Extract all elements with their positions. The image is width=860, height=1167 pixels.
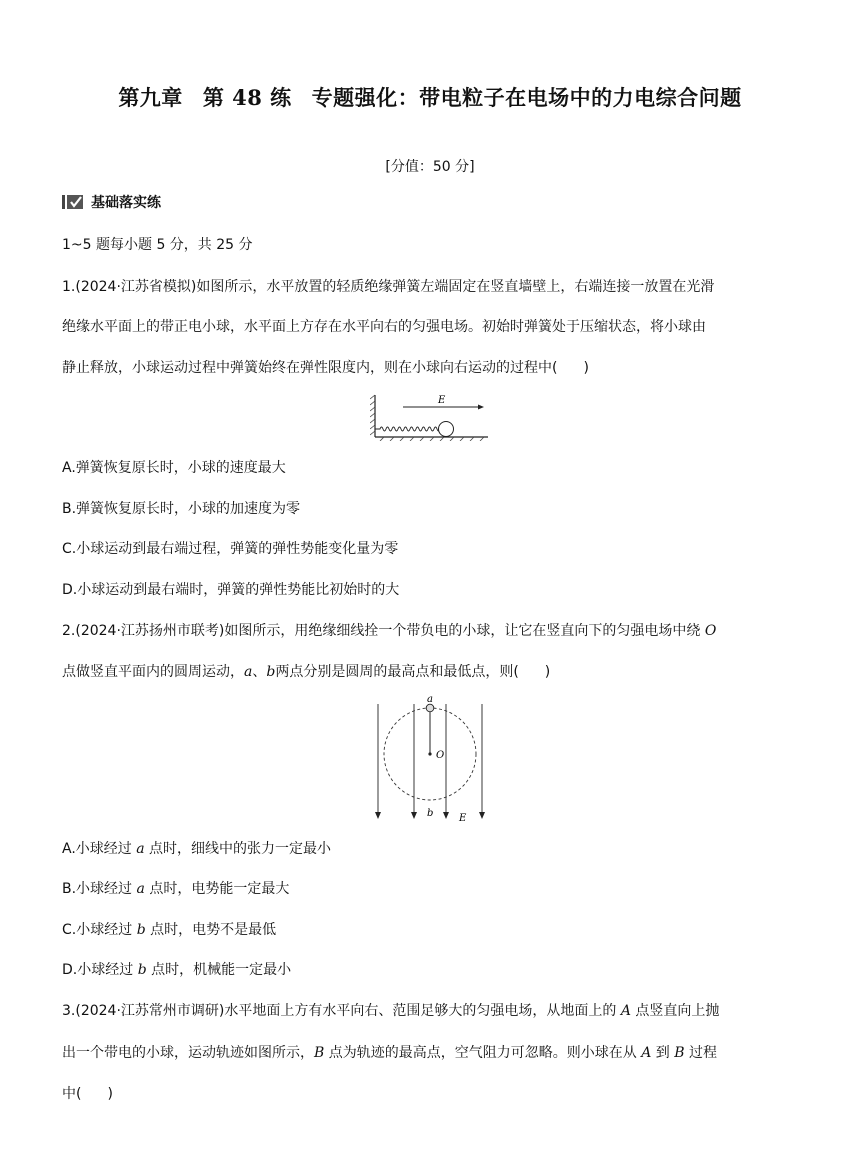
q3-line-3 <box>62 1083 113 1103</box>
q2-option-b-post: 点时，电势能一定最大 <box>149 881 290 897</box>
q2-option-c-var: b <box>136 922 146 938</box>
var-a: a <box>244 664 253 680</box>
q1-line-3-text: 静止释放，小球运动过程中弹簧始终在弹性限度内，则在小球向右运动的过程中( <box>62 360 558 376</box>
q3-line-1-text-b: 点竖直向上抛 <box>635 1003 720 1019</box>
q2-figure-circle <box>366 694 494 826</box>
label-o: O <box>436 750 445 761</box>
chapter-label: 第九章 <box>118 85 183 110</box>
spring-coil <box>375 427 440 431</box>
score-label: [分值：50 分] <box>385 159 475 175</box>
q2-option-a <box>62 838 331 858</box>
var-b-point-2: B <box>674 1045 685 1061</box>
q2-option-c-post: 点时，电势不是最低 <box>150 922 277 938</box>
page-title <box>0 82 860 112</box>
exercise-label: 第 48 练 <box>202 85 292 110</box>
q1-option-d: D.小球运动到最右端时，弹簧的弹性势能比初始时的大 <box>62 582 400 598</box>
field-label-e: E <box>438 395 446 406</box>
var-a-point: A <box>620 1003 631 1019</box>
q2-line-2-text-a: 点做竖直平面内的圆周运动， <box>62 664 244 680</box>
q2-option-b <box>62 878 289 898</box>
q3-line-2-text-d: 过程 <box>688 1045 717 1061</box>
q1-line-3 <box>62 357 589 377</box>
q2-line-2-close: ) <box>544 664 551 680</box>
q1-line-2: 绝缘水平面上的带正电小球，水平面上方存在水平向右的匀强电场。初始时弹簧处于压缩状态，将小球由 <box>62 319 706 335</box>
var-b: b <box>266 664 276 680</box>
q2-line-2-text-b: 、 <box>252 664 267 680</box>
q2-option-c-pre: C.小球经过 <box>62 922 133 938</box>
section-header <box>62 192 161 212</box>
var-o: O <box>704 623 717 639</box>
q2-line-1-text: 2.(2024·江苏扬州市联考)如图所示，用绝缘细线拴一个带负电的小球，让它在竖直向下的匀强电场中绕 <box>62 623 701 639</box>
q2-option-d <box>62 959 291 979</box>
label-b: b <box>427 808 434 819</box>
q2-option-b-pre: B.小球经过 <box>62 881 133 897</box>
q2-option-b-var: a <box>136 881 145 897</box>
label-a: a <box>427 694 433 705</box>
q1-option-c: C.小球运动到最右端过程，弹簧的弹性势能变化量为零 <box>62 541 399 557</box>
q1-line-1: 1.(2024·江苏省模拟)如图所示，水平放置的轻质绝缘弹簧左端固定在竖直墙壁上，右端连接一放置在光滑 <box>62 279 715 295</box>
q2-option-a-pre: A.小球经过 <box>62 841 132 857</box>
charged-ball <box>426 704 434 712</box>
check-box-icon <box>67 195 83 209</box>
q2-option-d-post: 点时，机械能一定最小 <box>151 962 292 978</box>
var-b-point: B <box>314 1045 325 1061</box>
label-e: E <box>459 813 467 824</box>
q2-line-2 <box>62 661 550 681</box>
center-point <box>428 752 431 755</box>
q2-option-d-var: b <box>137 962 147 978</box>
q1-line-3-close: ) <box>583 360 589 376</box>
q3-line-1 <box>62 1000 719 1020</box>
instruction-text: 1~5 题每小题 5 分，共 25 分 <box>62 237 253 253</box>
q3-line-2-text-a: 出一个带电的小球，运动轨迹如图所示， <box>62 1045 314 1061</box>
q1-figure-spring <box>370 393 492 441</box>
q1-option-b: B.弹簧恢复原长时，小球的加速度为零 <box>62 501 301 517</box>
q2-option-a-post: 点时，细线中的张力一定最小 <box>149 841 332 857</box>
q1-option-a: A.弹簧恢复原长时，小球的速度最大 <box>62 460 286 476</box>
q2-option-c <box>62 919 276 939</box>
section-bar <box>62 195 65 209</box>
q3-line-3-close: ) <box>107 1086 113 1102</box>
charged-ball <box>439 422 454 437</box>
q2-line-2-text-c: 两点分别是圆周的最高点和最低点，则( <box>275 664 519 680</box>
topic-label: 专题强化：带电粒子在电场中的力电综合问题 <box>311 85 742 110</box>
q3-line-2-text-b: 点为轨迹的最高点，空气阻力可忽略。则小球在从 <box>328 1045 637 1061</box>
var-a-point-2: A <box>641 1045 652 1061</box>
q3-line-2 <box>62 1042 717 1062</box>
section-label: 基础落实练 <box>91 195 161 211</box>
q2-option-a-var: a <box>136 841 145 857</box>
q2-option-d-pre: D.小球经过 <box>62 962 134 978</box>
q3-line-1-text-a: 3.(2024·江苏常州市调研)水平地面上方有水平向右、范围足够大的匀强电场，从地面上的 <box>62 1003 617 1019</box>
q2-line-1 <box>62 620 716 640</box>
q3-line-2-text-c: 到 <box>655 1045 670 1061</box>
q3-line-3-text: 中( <box>62 1086 82 1102</box>
